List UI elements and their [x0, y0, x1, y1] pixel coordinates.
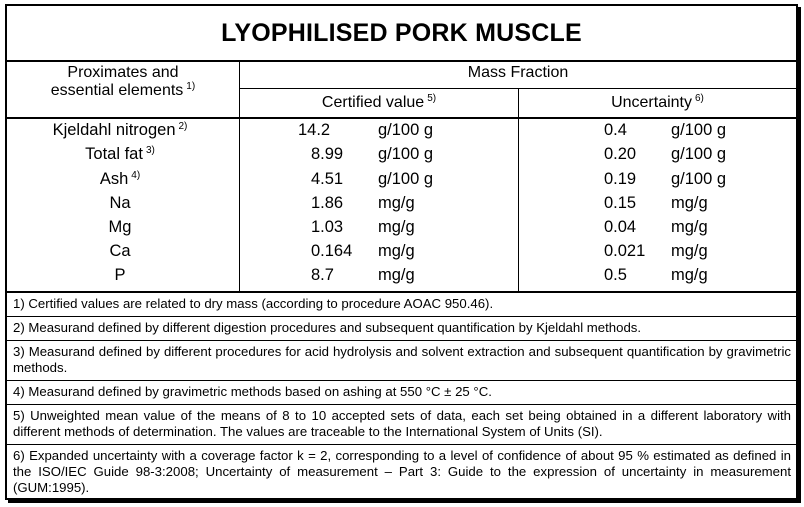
row-label-text: Kjeldahl nitrogen — [52, 121, 176, 139]
row-label-text: P — [114, 266, 126, 284]
row-value: 14.2 — [298, 121, 331, 139]
row-label-text: Ash — [99, 170, 129, 188]
row-uncertainty: 0.19 — [604, 170, 637, 188]
row-value-unit: mg/g — [378, 242, 415, 260]
row-label-note: 3) — [145, 145, 155, 156]
row-label-text: Total fat — [85, 145, 143, 163]
row-value: 8.99 — [311, 145, 344, 163]
footnote-divider — [7, 404, 796, 405]
row-uncertainty-unit: mg/g — [671, 266, 708, 284]
footnote-divider — [7, 340, 796, 341]
row-label — [7, 193, 233, 213]
footnote-text: 6) Expanded uncertainty with a coverage factor k = 2, corresponding to a level of confidence of about 95 % estimated as defined in the ISO/IEC Guide 98-3:2008; Uncertainty of measurement – Part 3: Guide to the expression of uncertainty in measurement (GUM:1995). — [13, 448, 791, 495]
certificate-table — [5, 4, 798, 500]
row-value-unit: g/100 g — [378, 145, 434, 163]
table-title: LYOPHILISED PORK MUSCLE — [7, 6, 796, 62]
footnote-4 — [13, 384, 791, 400]
footnote-text: 5) Unweighted mean value of the means of 8 to 10 accepted sets of data, each set being obtained in a different laboratory with different methods of determination. The values are traceable to the International System of Units (SI). — [13, 408, 791, 439]
footnote-5 — [13, 408, 791, 440]
row-value-unit: mg/g — [378, 218, 415, 236]
header-uncertainty-label: Uncertainty — [611, 94, 692, 111]
row-value-unit: g/100 g — [378, 170, 434, 188]
header-certified-note: 5) — [427, 93, 437, 104]
row-value-unit: mg/g — [378, 266, 415, 284]
row-value: 4.51 — [311, 170, 344, 188]
row-label — [7, 120, 233, 143]
row-label — [7, 169, 233, 192]
footnote-3 — [13, 344, 791, 376]
header-proximates-line2-wrap — [7, 82, 239, 102]
header-uncertainty-note: 6) — [695, 93, 704, 104]
row-label-text: Ca — [109, 242, 131, 260]
row-label-note: 4) — [131, 170, 141, 181]
row-label-note: 2) — [178, 121, 188, 132]
divider-header-bottom — [7, 117, 796, 119]
header-proximates-line1: Proximates and — [67, 64, 179, 81]
header-certified-value — [240, 94, 518, 114]
footnote-text: 2) Measurand defined by different digestion procedures and subsequent quantification by Kjeldahl methods. — [13, 320, 642, 335]
row-uncertainty-unit: mg/g — [671, 194, 708, 212]
row-uncertainty-unit: mg/g — [671, 242, 708, 260]
header-proximates — [7, 64, 239, 102]
header-proximates-note: 1) — [186, 81, 196, 92]
row-value: 0.164 — [311, 242, 353, 260]
row-value-unit: g/100 g — [378, 121, 434, 139]
row-value-unit: mg/g — [378, 194, 415, 212]
row-uncertainty: 0.20 — [604, 145, 637, 163]
row-uncertainty: 0.021 — [604, 242, 646, 260]
row-value: 1.86 — [311, 194, 344, 212]
divider-vertical-main — [239, 60, 240, 292]
divider-table-bottom — [7, 291, 796, 293]
row-value: 1.03 — [311, 218, 344, 236]
row-uncertainty: 0.4 — [604, 121, 627, 139]
row-uncertainty: 0.5 — [604, 266, 627, 284]
header-mass-fraction: Mass Fraction — [467, 64, 569, 81]
row-value: 8.7 — [311, 266, 334, 284]
row-label-text: Mg — [108, 218, 132, 236]
row-uncertainty-unit: g/100 g — [671, 145, 727, 163]
row-uncertainty-unit: mg/g — [671, 218, 708, 236]
footnote-6 — [13, 448, 791, 496]
header-uncertainty — [519, 94, 796, 114]
header-certified-label: Certified value — [321, 94, 425, 111]
header-proximates-line2: essential elements — [50, 82, 184, 99]
row-label — [7, 144, 233, 167]
footnote-divider — [7, 444, 796, 445]
footnote-divider — [7, 380, 796, 381]
row-uncertainty-unit: g/100 g — [671, 170, 727, 188]
row-label-text: Na — [109, 194, 131, 212]
footnote-text: 4) Measurand defined by gravimetric methods based on ashing at 550 °C ± 25 °C. — [13, 384, 492, 399]
footnote-divider — [7, 316, 796, 317]
row-label — [7, 265, 233, 285]
footnote-1 — [13, 296, 791, 312]
footnote-2 — [13, 320, 791, 336]
footnote-text: 3) Measurand defined by different procedures for acid hydrolysis and solvent extraction and subsequent quantification by gravimetric methods. — [13, 344, 791, 375]
row-uncertainty: 0.15 — [604, 194, 637, 212]
row-uncertainty: 0.04 — [604, 218, 637, 236]
row-uncertainty-unit: g/100 g — [671, 121, 727, 139]
row-label — [7, 217, 233, 237]
row-label — [7, 241, 233, 261]
footnote-text: 1) Certified values are related to dry mass (according to procedure AOAC 950.46). — [13, 296, 494, 311]
